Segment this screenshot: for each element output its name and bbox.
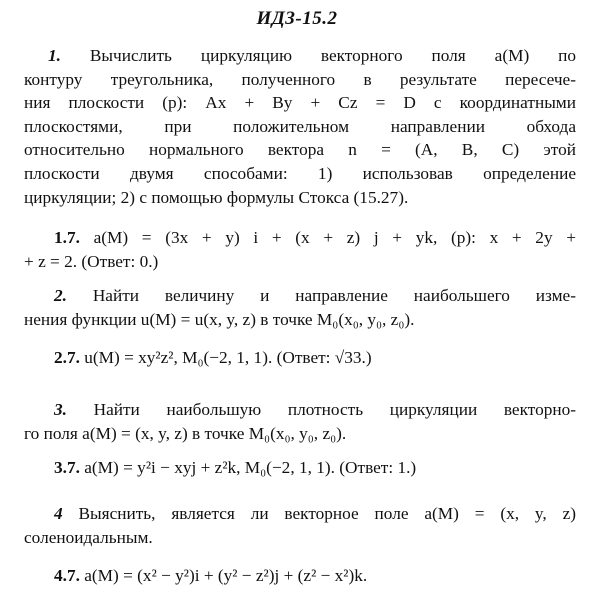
example-2-7 <box>24 346 576 370</box>
example-4-7-number: 4.7. <box>54 566 80 585</box>
task-1-line-2: контуру треугольника, полученного в результате пересече- <box>24 69 576 89</box>
task-1-line-6: плоскости двумя способами: 1) использовав определение <box>24 163 576 183</box>
example-1-7 <box>24 226 576 273</box>
task-1-line-1: 1. Вычислить циркуляцию векторного поля a(M) по <box>48 46 576 65</box>
example-2-7-line: 2.7. u(M) = xy²z², M₀(−2, 1, 1). (Ответ: √33.) <box>54 348 372 367</box>
example-1-7-number: 1.7. <box>54 228 80 247</box>
task-2-number: 2. <box>54 286 67 305</box>
example-4-7 <box>24 564 576 588</box>
task-3-number: 3. <box>54 400 67 419</box>
task-2-line-2: нения функции u(M) = u(x, y, z) в точке M₀(x₀, y₀, z₀). <box>24 309 415 329</box>
task-1-line-4: плоскостями, при положительном направлении обхода <box>24 116 576 136</box>
example-3-7 <box>24 456 576 480</box>
task-3-line-1: 3. Найти наибольшую плотность циркуляции векторно- <box>54 400 576 419</box>
example-3-7-line: 3.7. a(M) = y²i − xyj + z²k, M₀(−2, 1, 1). (Ответ: 1.) <box>54 458 417 477</box>
task-1 <box>24 44 576 209</box>
document-title: ИДЗ-15.2 <box>256 8 338 29</box>
task-3 <box>24 398 576 445</box>
task-1-number: 1. <box>48 46 61 65</box>
example-1-7-line-1: 1.7. a(M) = (3x + y) i + (x + z) j + yk, (p): x + 2y + <box>54 228 576 247</box>
task-1-line-5: относительно нормального вектора n = (A, B, C) этой <box>24 140 576 160</box>
task-4 <box>24 502 576 549</box>
task-3-line-2: го поля a(M) = (x, y, z) в точке M₀(x₀, y₀, z₀). <box>24 423 347 443</box>
example-3-7-number: 3.7. <box>54 458 80 477</box>
example-4-7-line: 4.7. a(M) = (x² − y²)i + (y² − z²)j + (z² − x²)k. <box>54 566 368 585</box>
task-4-line-1: 4 Выяснить, является ли векторное поле a(M) = (x, y, z) <box>54 504 577 523</box>
task-4-number: 4 <box>54 504 63 523</box>
task-4-line-2: соленоидальным. <box>24 527 153 547</box>
task-2-line-1: 2. Найти величину и направление наибольшего изме- <box>54 286 576 305</box>
example-2-7-number: 2.7. <box>54 348 80 367</box>
task-1-line-3: ния плоскости (p): Ax + By + Cz = D с координатными <box>24 93 576 113</box>
example-1-7-line-2: + z = 2. (Ответ: 0.) <box>24 251 159 271</box>
task-2 <box>24 284 576 331</box>
task-1-line-7: циркуляции; 2) с помощью формулы Стокса (15.27). <box>24 187 409 207</box>
